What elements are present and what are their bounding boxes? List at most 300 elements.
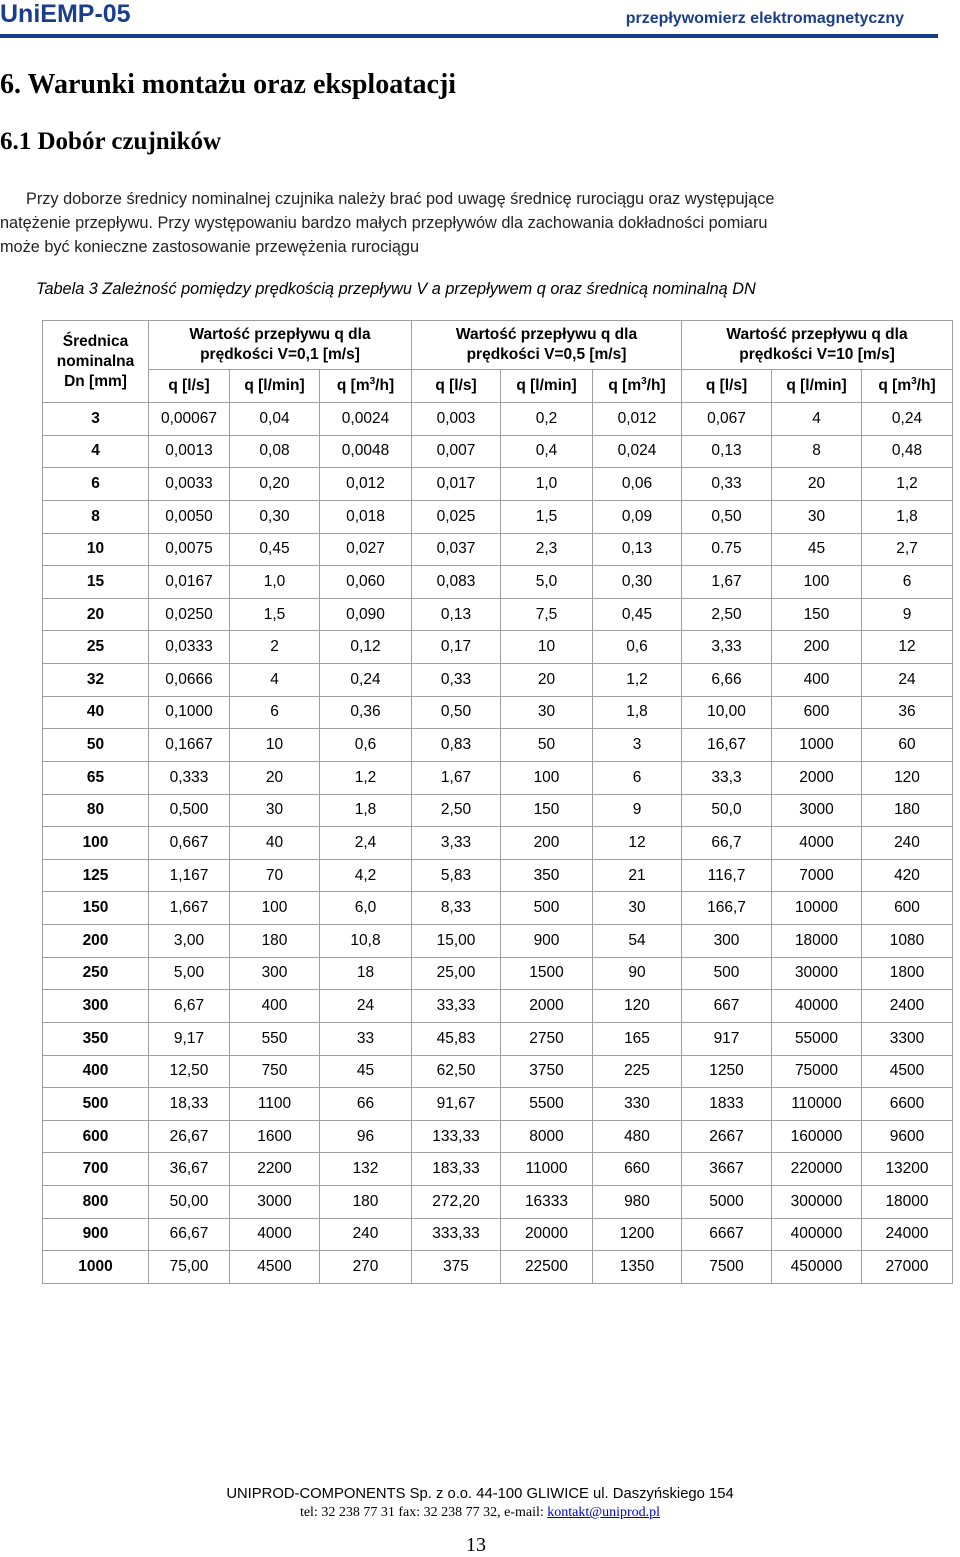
flow-value-cell: 33	[320, 1022, 412, 1055]
flow-value-cell: 0,333	[149, 761, 230, 794]
flow-value-cell: 60	[862, 729, 953, 762]
flow-value-cell: 180	[320, 1186, 412, 1219]
flow-value-cell: 3000	[772, 794, 862, 827]
flow-value-cell: 500	[682, 957, 772, 990]
flow-value-cell: 0,48	[862, 435, 953, 468]
paragraph-line-1: Przy doborze średnicy nominalnej czujnika należy brać pod uwagę średnicę rurociągu oraz występujące	[26, 190, 775, 208]
flow-value-cell: 3300	[862, 1022, 953, 1055]
flow-value-cell: 600	[862, 892, 953, 925]
group-header-v10: Wartość przepływu q dla prędkości V=10 [m/s]	[682, 321, 953, 370]
table-row	[43, 664, 953, 697]
email-link[interactable]: kontakt@uniprod.pl	[547, 1505, 661, 1520]
unit-header: q [l/s]	[149, 370, 230, 403]
flow-value-cell: 4500	[230, 1251, 320, 1284]
table-row	[43, 729, 953, 762]
flow-value-cell: 100	[501, 761, 593, 794]
flow-value-cell: 54	[593, 925, 682, 958]
flow-value-cell: 6,0	[320, 892, 412, 925]
table-body	[43, 403, 953, 1284]
flow-value-cell: 9	[862, 598, 953, 631]
flow-value-cell: 12	[593, 827, 682, 860]
paragraph-line-2: natężenie przepływu. Przy występowaniu bardzo małych przepływów dla zachowania dokładności pomiaru	[0, 214, 768, 232]
flow-value-cell: 150	[501, 794, 593, 827]
flow-value-cell: 33,3	[682, 761, 772, 794]
flow-value-cell: 0,04	[230, 403, 320, 436]
flow-value-cell: 750	[230, 1055, 320, 1088]
flow-value-cell: 0,0024	[320, 403, 412, 436]
flow-value-cell: 900	[501, 925, 593, 958]
flow-value-cell: 2750	[501, 1022, 593, 1055]
flow-value-cell: 225	[593, 1055, 682, 1088]
flow-value-cell: 1,67	[412, 761, 501, 794]
flow-value-cell: 333,33	[412, 1218, 501, 1251]
dn-cell: 3	[43, 403, 149, 436]
flow-value-cell: 420	[862, 859, 953, 892]
flow-value-cell: 0,6	[320, 729, 412, 762]
flow-value-cell: 166,7	[682, 892, 772, 925]
flow-value-cell: 1,5	[501, 500, 593, 533]
flow-value-cell: 0,667	[149, 827, 230, 860]
dn-cell: 50	[43, 729, 149, 762]
flow-value-cell: 0,08	[230, 435, 320, 468]
flow-value-cell: 330	[593, 1088, 682, 1121]
flow-value-cell: 5500	[501, 1088, 593, 1121]
flow-value-cell: 96	[320, 1120, 412, 1153]
flow-value-cell: 0,1667	[149, 729, 230, 762]
flow-value-cell: 400000	[772, 1218, 862, 1251]
flow-value-cell: 1,0	[230, 566, 320, 599]
table-row	[43, 533, 953, 566]
flow-value-cell: 1200	[593, 1218, 682, 1251]
flow-value-cell: 11000	[501, 1153, 593, 1186]
flow-value-cell: 0,007	[412, 435, 501, 468]
table-row	[43, 794, 953, 827]
flow-value-cell: 450000	[772, 1251, 862, 1284]
flow-value-cell: 66,7	[682, 827, 772, 860]
flow-value-cell: 132	[320, 1153, 412, 1186]
flow-value-cell: 50,0	[682, 794, 772, 827]
flow-value-cell: 2200	[230, 1153, 320, 1186]
flow-value-cell: 0,090	[320, 598, 412, 631]
flow-value-cell: 2,50	[682, 598, 772, 631]
flow-value-cell: 0,083	[412, 566, 501, 599]
flow-value-cell: 0.75	[682, 533, 772, 566]
flow-value-cell: 0,13	[593, 533, 682, 566]
flow-value-cell: 2000	[772, 761, 862, 794]
dn-cell: 20	[43, 598, 149, 631]
group-header-v01: Wartość przepływu q dla prędkości V=0,1 [m/s]	[149, 321, 412, 370]
flow-value-cell: 1,2	[593, 664, 682, 697]
flow-value-cell: 0,20	[230, 468, 320, 501]
flow-value-cell: 150	[772, 598, 862, 631]
section-heading: 6. Warunki montażu oraz eksploatacji	[0, 69, 457, 100]
flow-value-cell: 0,0075	[149, 533, 230, 566]
flow-value-cell: 70	[230, 859, 320, 892]
dn-cell: 6	[43, 468, 149, 501]
flow-value-cell: 9	[593, 794, 682, 827]
dn-cell: 300	[43, 990, 149, 1023]
flow-value-cell: 45	[772, 533, 862, 566]
table-row	[43, 990, 953, 1023]
flow-value-cell: 0,06	[593, 468, 682, 501]
flow-value-cell: 100	[772, 566, 862, 599]
flow-value-cell: 2000	[501, 990, 593, 1023]
flow-value-cell: 0,13	[682, 435, 772, 468]
flow-value-cell: 2,7	[862, 533, 953, 566]
flow-value-cell: 0,33	[682, 468, 772, 501]
flow-value-cell: 90	[593, 957, 682, 990]
flow-value-cell: 180	[862, 794, 953, 827]
flow-value-cell: 0,24	[320, 664, 412, 697]
flow-value-cell: 0,025	[412, 500, 501, 533]
table-row	[43, 1055, 953, 1088]
table-row	[43, 696, 953, 729]
dn-cell: 40	[43, 696, 149, 729]
dn-cell: 100	[43, 827, 149, 860]
table-row	[43, 859, 953, 892]
flow-value-cell: 1,0	[501, 468, 593, 501]
table-header-groups	[43, 321, 953, 370]
flow-value-cell: 6600	[862, 1088, 953, 1121]
dn-cell: 8	[43, 500, 149, 533]
flow-value-cell: 1600	[230, 1120, 320, 1153]
table-row	[43, 1153, 953, 1186]
flow-value-cell: 300	[682, 925, 772, 958]
flow-value-cell: 0,45	[230, 533, 320, 566]
flow-value-cell: 917	[682, 1022, 772, 1055]
table-row	[43, 1088, 953, 1121]
dn-cell: 700	[43, 1153, 149, 1186]
flow-value-cell: 0,500	[149, 794, 230, 827]
table-row	[43, 761, 953, 794]
flow-value-cell: 8,33	[412, 892, 501, 925]
flow-value-cell: 3,00	[149, 925, 230, 958]
flow-value-cell: 2,3	[501, 533, 593, 566]
flow-value-cell: 26,67	[149, 1120, 230, 1153]
flow-value-cell: 8	[772, 435, 862, 468]
flow-value-cell: 180	[230, 925, 320, 958]
table-row	[43, 1186, 953, 1219]
flow-value-cell: 18	[320, 957, 412, 990]
flow-value-cell: 1350	[593, 1251, 682, 1284]
flow-value-cell: 0,30	[230, 500, 320, 533]
flow-value-cell: 10	[501, 631, 593, 664]
flow-value-cell: 0,012	[593, 403, 682, 436]
flow-value-cell: 1100	[230, 1088, 320, 1121]
flow-value-cell: 120	[593, 990, 682, 1023]
flow-value-cell: 2,50	[412, 794, 501, 827]
dn-cell: 15	[43, 566, 149, 599]
flow-value-cell: 16333	[501, 1186, 593, 1219]
flow-value-cell: 30000	[772, 957, 862, 990]
flow-value-cell: 0,018	[320, 500, 412, 533]
flow-value-cell: 0,003	[412, 403, 501, 436]
flow-value-cell: 13200	[862, 1153, 953, 1186]
flow-value-cell: 0,012	[320, 468, 412, 501]
flow-value-cell: 270	[320, 1251, 412, 1284]
table-header-units	[43, 370, 953, 403]
flow-value-cell: 500	[501, 892, 593, 925]
flow-value-cell: 66	[320, 1088, 412, 1121]
flow-value-cell: 1,167	[149, 859, 230, 892]
flow-value-cell: 400	[230, 990, 320, 1023]
flow-value-cell: 600	[772, 696, 862, 729]
flow-value-cell: 55000	[772, 1022, 862, 1055]
flow-value-cell: 36	[862, 696, 953, 729]
flow-value-cell: 1500	[501, 957, 593, 990]
footer-company: UNIPROD-COMPONENTS Sp. z o.o. 44-100 GLIWICE ul. Daszyńskiego 154	[226, 1486, 734, 1502]
product-subtitle: przepływomierz elektromagnetyczny	[625, 10, 904, 27]
table-row	[43, 403, 953, 436]
table-row	[43, 435, 953, 468]
flow-value-cell: 0,6	[593, 631, 682, 664]
flow-value-cell: 6	[593, 761, 682, 794]
flow-value-cell: 1,5	[230, 598, 320, 631]
flow-value-cell: 22500	[501, 1251, 593, 1284]
flow-value-cell: 6	[862, 566, 953, 599]
flow-value-cell: 50	[501, 729, 593, 762]
flow-value-cell: 3,33	[682, 631, 772, 664]
flow-value-cell: 75,00	[149, 1251, 230, 1284]
flow-value-cell: 6,67	[149, 990, 230, 1023]
flow-value-cell: 7500	[682, 1251, 772, 1284]
intro-paragraph	[0, 187, 960, 259]
flow-value-cell: 21	[593, 859, 682, 892]
flow-value-cell: 1080	[862, 925, 953, 958]
table-row	[43, 1120, 953, 1153]
flow-value-cell: 100	[230, 892, 320, 925]
dn-cell: 4	[43, 435, 149, 468]
flow-value-cell: 4	[772, 403, 862, 436]
unit-header: q [l/s]	[412, 370, 501, 403]
flow-value-cell: 0,0167	[149, 566, 230, 599]
flow-value-cell: 200	[772, 631, 862, 664]
flow-value-cell: 7,5	[501, 598, 593, 631]
flow-value-cell: 2	[230, 631, 320, 664]
unit-header: q $[m^3/h]$	[593, 370, 682, 403]
flow-value-cell: 350	[501, 859, 593, 892]
flow-value-cell: 12	[862, 631, 953, 664]
flow-value-cell: 0,0050	[149, 500, 230, 533]
flow-value-cell: 16,67	[682, 729, 772, 762]
flow-value-cell: 3000	[230, 1186, 320, 1219]
flow-value-cell: 5,00	[149, 957, 230, 990]
flow-value-cell: 1800	[862, 957, 953, 990]
flow-rate-table	[42, 320, 953, 1284]
flow-value-cell: 33,33	[412, 990, 501, 1023]
subsection-heading: 6.1 Dobór czujników	[0, 128, 222, 155]
flow-value-cell: 10,00	[682, 696, 772, 729]
flow-value-cell: 15,00	[412, 925, 501, 958]
table-row	[43, 500, 953, 533]
table-row	[43, 892, 953, 925]
flow-value-cell: 40	[230, 827, 320, 860]
flow-value-cell: 0,060	[320, 566, 412, 599]
flow-value-cell: 4000	[230, 1218, 320, 1251]
dn-cell: 900	[43, 1218, 149, 1251]
unit-header: q $[m^3/h]$	[862, 370, 953, 403]
flow-value-cell: 160000	[772, 1120, 862, 1153]
flow-value-cell: 550	[230, 1022, 320, 1055]
flow-value-cell: 0,024	[593, 435, 682, 468]
flow-value-cell: 30	[772, 500, 862, 533]
flow-value-cell: 240	[862, 827, 953, 860]
dn-cell: 10	[43, 533, 149, 566]
flow-value-cell: 0,12	[320, 631, 412, 664]
flow-value-cell: 3,33	[412, 827, 501, 860]
dn-cell: 200	[43, 925, 149, 958]
flow-value-cell: 2667	[682, 1120, 772, 1153]
flow-value-cell: 45	[320, 1055, 412, 1088]
flow-value-cell: 20	[501, 664, 593, 697]
flow-value-cell: 10,8	[320, 925, 412, 958]
flow-value-cell: 1,8	[593, 696, 682, 729]
flow-value-cell: 6667	[682, 1218, 772, 1251]
flow-value-cell: 45,83	[412, 1022, 501, 1055]
unit-header: q $[m^3/h]$	[320, 370, 412, 403]
flow-value-cell: 200	[501, 827, 593, 860]
flow-value-cell: 0,037	[412, 533, 501, 566]
flow-value-cell: 62,50	[412, 1055, 501, 1088]
footer-contact: tel: 32 238 77 31 fax: 32 238 77 32, e-mail: kontakt@uniprod.pl	[299, 1505, 661, 1520]
flow-value-cell: 20	[230, 761, 320, 794]
flow-value-cell: 18,33	[149, 1088, 230, 1121]
flow-value-cell: 5000	[682, 1186, 772, 1219]
dn-cell: 800	[43, 1186, 149, 1219]
flow-value-cell: 30	[501, 696, 593, 729]
flow-value-cell: 4	[230, 664, 320, 697]
dn-cell: 350	[43, 1022, 149, 1055]
dn-cell: 400	[43, 1055, 149, 1088]
flow-value-cell: 272,20	[412, 1186, 501, 1219]
flow-value-cell: 20000	[501, 1218, 593, 1251]
table-row	[43, 1022, 953, 1055]
flow-value-cell: 0,0333	[149, 631, 230, 664]
flow-value-cell: 165	[593, 1022, 682, 1055]
dn-cell: 500	[43, 1088, 149, 1121]
flow-value-cell: 24000	[862, 1218, 953, 1251]
flow-value-cell: 0,027	[320, 533, 412, 566]
flow-value-cell: 5,83	[412, 859, 501, 892]
dn-cell: 80	[43, 794, 149, 827]
dn-cell: 600	[43, 1120, 149, 1153]
flow-value-cell: 1,2	[862, 468, 953, 501]
flow-value-cell: 18000	[772, 925, 862, 958]
flow-value-cell: 116,7	[682, 859, 772, 892]
flow-value-cell: 20	[772, 468, 862, 501]
flow-value-cell: 9,17	[149, 1022, 230, 1055]
flow-value-cell: 0,0013	[149, 435, 230, 468]
flow-value-cell: 8000	[501, 1120, 593, 1153]
flow-value-cell: 1250	[682, 1055, 772, 1088]
flow-value-cell: 4,2	[320, 859, 412, 892]
flow-value-cell: 660	[593, 1153, 682, 1186]
flow-value-cell: 0,50	[682, 500, 772, 533]
flow-value-cell: 1,2	[320, 761, 412, 794]
flow-value-cell: 40000	[772, 990, 862, 1023]
flow-value-cell: 3750	[501, 1055, 593, 1088]
table-row	[43, 631, 953, 664]
flow-value-cell: 0,1000	[149, 696, 230, 729]
flow-value-cell: 0,17	[412, 631, 501, 664]
flow-value-cell: 1,8	[320, 794, 412, 827]
flow-value-cell: 36,67	[149, 1153, 230, 1186]
flow-value-cell: 0,13	[412, 598, 501, 631]
flow-value-cell: 0,09	[593, 500, 682, 533]
flow-value-cell: 375	[412, 1251, 501, 1284]
paragraph-line-3: może być konieczne zastosowanie przewężenia rurociągu	[0, 238, 420, 256]
flow-value-cell: 0,017	[412, 468, 501, 501]
dn-cell: 150	[43, 892, 149, 925]
flow-value-cell: 0,0666	[149, 664, 230, 697]
flow-value-cell: 400	[772, 664, 862, 697]
page-header	[0, 0, 960, 44]
flow-value-cell: 0,2	[501, 403, 593, 436]
flow-value-cell: 6,66	[682, 664, 772, 697]
dn-cell: 65	[43, 761, 149, 794]
table-row	[43, 566, 953, 599]
flow-value-cell: 0,83	[412, 729, 501, 762]
unit-header: q [l/min]	[772, 370, 862, 403]
flow-value-cell: 220000	[772, 1153, 862, 1186]
flow-value-cell: 133,33	[412, 1120, 501, 1153]
flow-value-cell: 240	[320, 1218, 412, 1251]
flow-value-cell: 24	[320, 990, 412, 1023]
flow-value-cell: 4500	[862, 1055, 953, 1088]
flow-value-cell: 0,30	[593, 566, 682, 599]
table-row	[43, 925, 953, 958]
flow-value-cell: 3667	[682, 1153, 772, 1186]
flow-value-cell: 1,8	[862, 500, 953, 533]
flow-value-cell: 12,50	[149, 1055, 230, 1088]
flow-value-cell: 0,45	[593, 598, 682, 631]
flow-value-cell: 120	[862, 761, 953, 794]
flow-value-cell: 0,50	[412, 696, 501, 729]
table-row	[43, 468, 953, 501]
header-divider	[0, 34, 938, 38]
table-row	[43, 1251, 953, 1284]
product-name: UniEMP-05	[0, 0, 131, 28]
flow-value-cell: 7000	[772, 859, 862, 892]
flow-value-cell: 0,4	[501, 435, 593, 468]
flow-value-cell: 667	[682, 990, 772, 1023]
flow-value-cell: 66,67	[149, 1218, 230, 1251]
flow-value-cell: 5,0	[501, 566, 593, 599]
flow-value-cell: 0,067	[682, 403, 772, 436]
dn-cell: 25	[43, 631, 149, 664]
flow-value-cell: 30	[230, 794, 320, 827]
table-row	[43, 598, 953, 631]
flow-value-cell: 0,33	[412, 664, 501, 697]
flow-value-cell: 9600	[862, 1120, 953, 1153]
flow-value-cell: 980	[593, 1186, 682, 1219]
table-caption: Tabela 3 Zależność pomiędzy prędkością przepływu V a przepływem q oraz średnicą nominalną DN	[36, 280, 756, 298]
flow-value-cell: 0,0048	[320, 435, 412, 468]
dn-cell: 32	[43, 664, 149, 697]
flow-value-cell: 10000	[772, 892, 862, 925]
table-row	[43, 827, 953, 860]
flow-value-cell: 10	[230, 729, 320, 762]
group-header-v05: Wartość przepływu q dla prędkości V=0,5 [m/s]	[412, 321, 682, 370]
flow-value-cell: 3	[593, 729, 682, 762]
flow-value-cell: 75000	[772, 1055, 862, 1088]
flow-value-cell: 1,667	[149, 892, 230, 925]
unit-header: q [l/min]	[501, 370, 593, 403]
flow-value-cell: 27000	[862, 1251, 953, 1284]
flow-value-cell: 0,0250	[149, 598, 230, 631]
flow-value-cell: 183,33	[412, 1153, 501, 1186]
dn-cell: 250	[43, 957, 149, 990]
